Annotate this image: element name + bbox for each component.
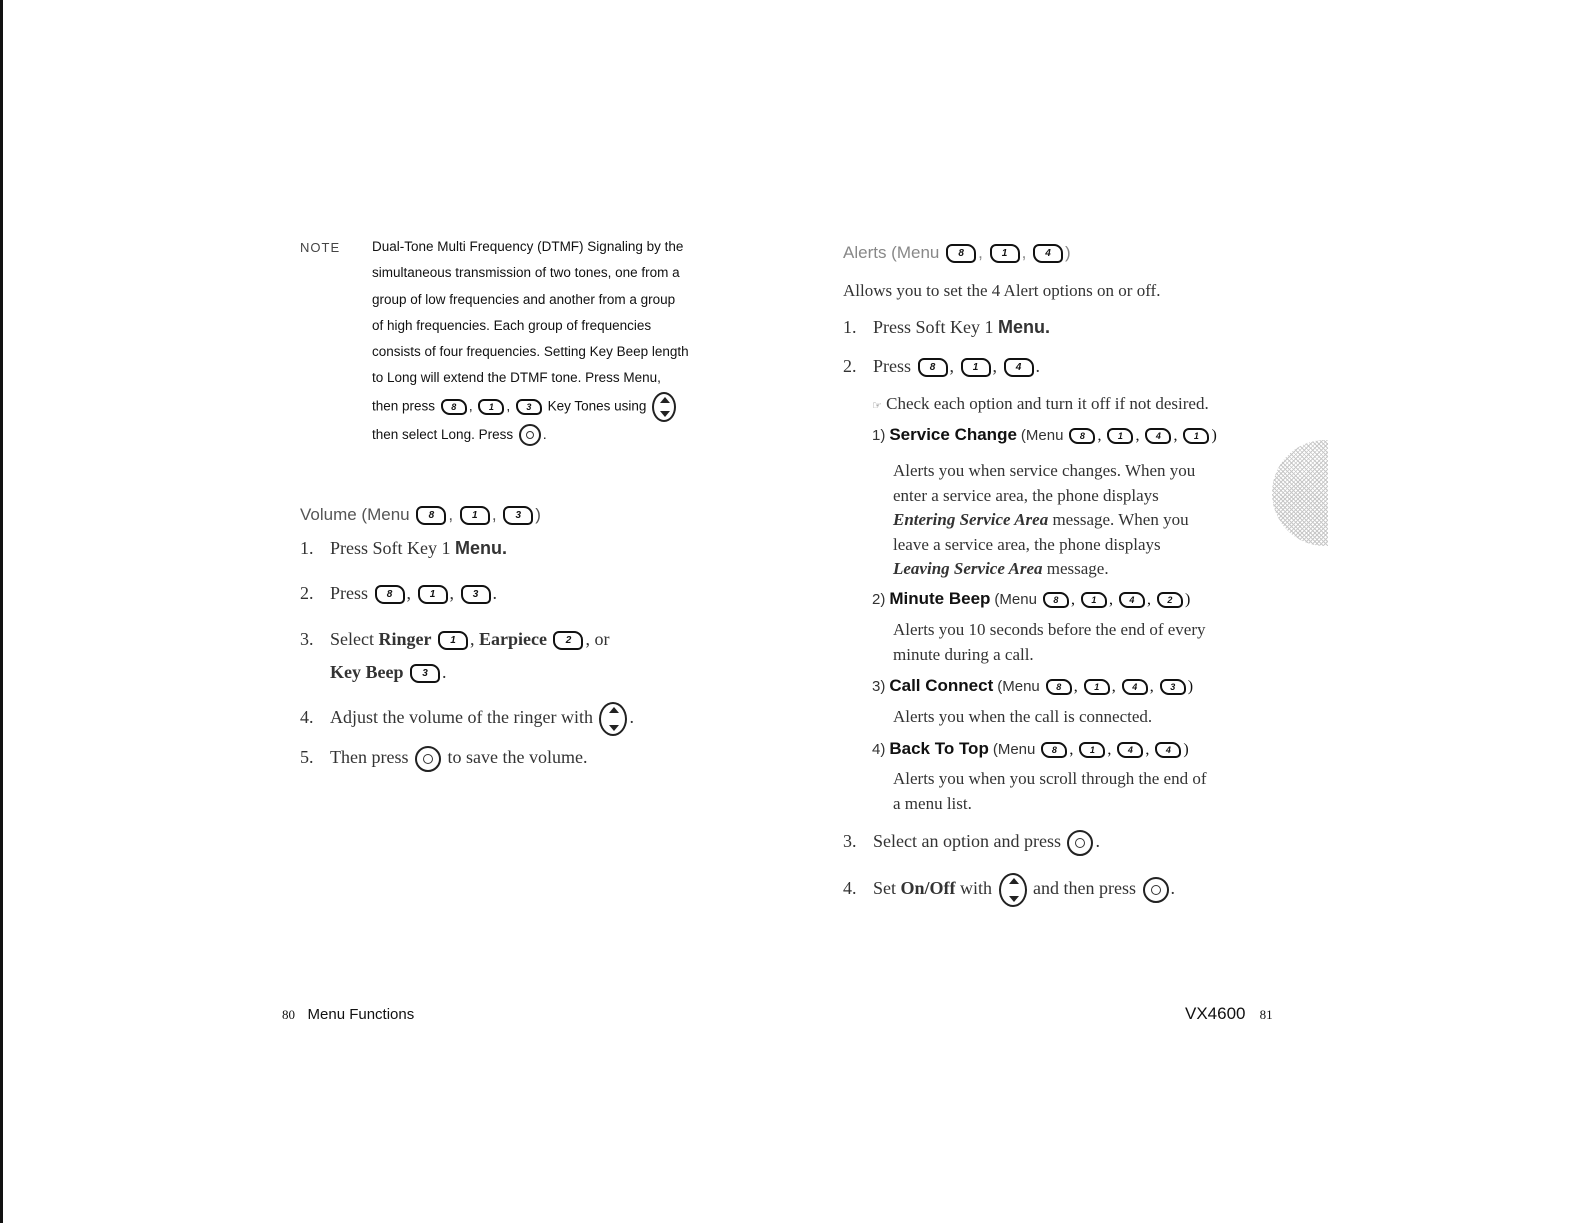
- option-service-change-desc: [893, 459, 1263, 582]
- footer-model-name: VX4600: [1185, 1004, 1246, 1023]
- nav-key-icon: [599, 702, 627, 736]
- step-bold-text: Menu.: [998, 317, 1050, 337]
- desc-line: Alerts you when the call is connected.: [893, 707, 1153, 726]
- option-name: Minute Beep: [889, 589, 991, 608]
- desc-line: Alerts you 10 seconds before the end of every: [893, 620, 1206, 639]
- ok-key-icon: [1067, 830, 1093, 856]
- key-1-icon: 1: [1079, 742, 1105, 758]
- page-left-edge: [0, 0, 3, 1223]
- desc-text: message.: [1046, 559, 1109, 578]
- pointer-icon: ☞: [872, 399, 882, 412]
- desc-line: enter a service area, the phone displays: [893, 485, 1159, 505]
- step-number: 3.: [300, 629, 314, 649]
- step-text: with: [960, 878, 993, 899]
- volume-heading: Volume (Menu 8 , 1 , 3 ): [300, 505, 541, 524]
- option-back-to-top-desc: [893, 767, 1263, 816]
- key-4-icon: 4: [1117, 742, 1143, 758]
- desc-line: leave a service area, the phone displays: [893, 534, 1161, 554]
- alerts-intro: Allows you to set the 4 Alert options on or off.: [843, 281, 1161, 300]
- key-1-icon: 1: [478, 399, 504, 415]
- step-text: Press: [330, 583, 369, 603]
- key-3-icon: 3: [1160, 679, 1186, 695]
- alerts-check: [872, 392, 1209, 419]
- key-8-icon: 8: [441, 399, 467, 415]
- key-4-icon: 4: [1122, 679, 1148, 695]
- option-menu: (Menu: [994, 591, 1037, 608]
- key-1-icon: 1: [1084, 679, 1110, 695]
- key-4-icon: 4: [1155, 742, 1181, 758]
- note-label: NOTE: [300, 240, 341, 255]
- key-1-icon: 1: [1183, 428, 1209, 444]
- footer-right: [1185, 1004, 1273, 1024]
- option-menu: (Menu: [997, 678, 1040, 695]
- key-3-icon: 3: [410, 664, 440, 683]
- option-number: 4): [872, 741, 886, 758]
- alerts-step-2: 2. Press 8 , 1 , 4 .: [843, 356, 1041, 376]
- step-bold-text: Menu.: [455, 538, 507, 558]
- volume-step-5: [300, 746, 587, 772]
- ringer-label: Ringer: [378, 629, 432, 649]
- option-number: 3): [872, 678, 886, 695]
- volume-step-4: 4. Adjust the volume of the ringer with .: [300, 702, 634, 736]
- alerts-step-1: [843, 317, 1050, 338]
- or-text: or: [594, 629, 610, 649]
- option-call-connect-desc: [893, 705, 1263, 730]
- volume-title: Volume (Menu: [300, 505, 410, 524]
- key-4-icon: 4: [1119, 592, 1145, 608]
- thumb-tab-graphic: [1272, 440, 1328, 546]
- key-1-icon: 1: [1081, 592, 1107, 608]
- step-number: 2.: [843, 356, 857, 376]
- note-line: then press 8 , 1 , 3 Key Tones using: [372, 392, 732, 422]
- step-text: Then press: [330, 747, 409, 768]
- step-text: to save the volume.: [447, 747, 588, 768]
- italic-term: Entering Service Area: [893, 510, 1049, 529]
- on-off-label: On/Off: [900, 878, 956, 899]
- key-1-icon: 1: [1107, 428, 1133, 444]
- option-name: Call Connect: [889, 676, 994, 695]
- key-2-icon: 2: [553, 631, 583, 650]
- footer-section-title: Menu Functions: [307, 1006, 415, 1023]
- alerts-title: Alerts (Menu: [843, 243, 940, 262]
- note-line-text: Key Tones using: [547, 398, 647, 414]
- nav-key-icon: [652, 392, 676, 422]
- option-call-connect: 3) Call Connect (Menu 8 , 1 , 4 , 3 ): [872, 676, 1194, 695]
- step-text: Select an option and press: [873, 831, 1061, 852]
- volume-step-3-cont: Key Beep 3 .: [330, 662, 447, 682]
- step-text: and then press: [1033, 878, 1137, 899]
- alerts-heading: Alerts (Menu 8 , 1 , 4 ): [843, 243, 1071, 262]
- option-back-to-top: 4) Back To Top (Menu 8 , 1 , 4 , 4 ): [872, 739, 1189, 758]
- key-8-icon: 8: [946, 244, 976, 263]
- note-line: to Long will extend the DTMF tone. Press Menu,: [372, 370, 661, 386]
- page-number-left: 80: [282, 1007, 295, 1022]
- note-line: then select Long. Press .: [372, 422, 732, 448]
- alerts-step-4: 4. Set On/Off with and then press .: [843, 873, 1175, 907]
- key-3-icon: 3: [503, 506, 533, 525]
- step-number: 4.: [843, 878, 857, 899]
- desc-line: minute during a call.: [893, 644, 1034, 664]
- key-1-icon: 1: [990, 244, 1020, 263]
- key-1-icon: 1: [438, 631, 468, 650]
- key-2-icon: 2: [1157, 592, 1183, 608]
- key-8-icon: 8: [416, 506, 446, 525]
- volume-step-1: [300, 538, 507, 559]
- italic-term: Leaving Service Area: [893, 559, 1043, 578]
- key-1-icon: 1: [418, 585, 448, 604]
- note-line-text: then select Long. Press: [372, 426, 514, 442]
- option-minute-beep-desc: [893, 618, 1263, 667]
- key-3-icon: 3: [461, 585, 491, 604]
- check-text: Check each option and turn it off if not desired.: [886, 394, 1209, 413]
- key-8-icon: 8: [1046, 679, 1072, 695]
- option-menu: (Menu: [1020, 427, 1064, 444]
- key-8-icon: 8: [1043, 592, 1069, 608]
- desc-line: [893, 508, 1263, 533]
- footer-left: [282, 1006, 414, 1023]
- key-1-icon: 1: [460, 506, 490, 525]
- ok-key-icon: [1143, 877, 1169, 903]
- note-line: simultaneous transmission of two tones, one from a: [372, 265, 680, 281]
- step-text: Press: [873, 356, 912, 376]
- step-number: 3.: [843, 831, 857, 852]
- option-number: 1): [872, 427, 886, 444]
- earpiece-label: Earpiece: [478, 629, 547, 649]
- desc-line: Alerts you when you scroll through the end of: [893, 769, 1207, 788]
- key-8-icon: 8: [375, 585, 405, 604]
- option-menu: (Menu: [992, 741, 1036, 758]
- ok-key-icon: [519, 424, 541, 446]
- key-4-icon: 4: [1145, 428, 1171, 444]
- key-8-icon: 8: [1069, 428, 1095, 444]
- alerts-step-3: 3. Select an option and press .: [843, 830, 1100, 856]
- volume-step-2: 2. Press 8 , 1 , 3 .: [300, 583, 498, 603]
- note-line-text: then press: [372, 398, 436, 414]
- step-text: Press Soft Key 1: [330, 538, 451, 558]
- step-text: Adjust the volume of the ringer with: [330, 707, 593, 728]
- desc-text: message. When you: [1052, 510, 1189, 529]
- key-3-icon: 3: [516, 399, 542, 415]
- ok-key-icon: [415, 746, 441, 772]
- key-4-icon: 4: [1033, 244, 1063, 263]
- option-minute-beep: 2) Minute Beep (Menu 8 , 1 , 4 , 2 ): [872, 589, 1191, 608]
- note-line: consists of four frequencies. Setting Key Beep length: [372, 344, 689, 360]
- note-text: [372, 234, 732, 448]
- key-8-icon: 8: [1041, 742, 1067, 758]
- key-4-icon: 4: [1004, 358, 1034, 377]
- nav-key-icon: [999, 873, 1027, 907]
- note-line: group of low frequencies and another from a group: [372, 291, 676, 307]
- option-service-change: 1) Service Change (Menu 8 , 1 , 4 , 1 ): [872, 425, 1217, 444]
- note-line: of high frequencies. Each group of frequencies: [372, 317, 652, 333]
- desc-line: [893, 557, 1263, 582]
- option-name: Back To Top: [889, 739, 989, 758]
- keybeep-label: Key Beep: [330, 662, 404, 682]
- page-number-right: 81: [1259, 1007, 1273, 1022]
- step-number: 1.: [843, 317, 857, 337]
- note-line: Dual-Tone Multi Frequency (DTMF) Signaling by the: [372, 239, 684, 254]
- key-1-icon: 1: [961, 358, 991, 377]
- volume-step-3: 3. Select Ringer 1 , Earpiece 2 , or: [300, 629, 610, 649]
- desc-line: Alerts you when service changes. When you: [893, 461, 1196, 480]
- step-number: 1.: [300, 538, 314, 558]
- step-number: 2.: [300, 583, 314, 603]
- option-name: Service Change: [889, 425, 1017, 444]
- key-8-icon: 8: [918, 358, 948, 377]
- step-text: Set: [873, 878, 897, 899]
- step-text: Select: [330, 629, 374, 649]
- step-number: 5.: [300, 747, 314, 768]
- desc-line: a menu list.: [893, 793, 972, 813]
- step-number: 4.: [300, 707, 314, 728]
- step-text: Press Soft Key 1: [873, 317, 994, 337]
- option-number: 2): [872, 591, 886, 608]
